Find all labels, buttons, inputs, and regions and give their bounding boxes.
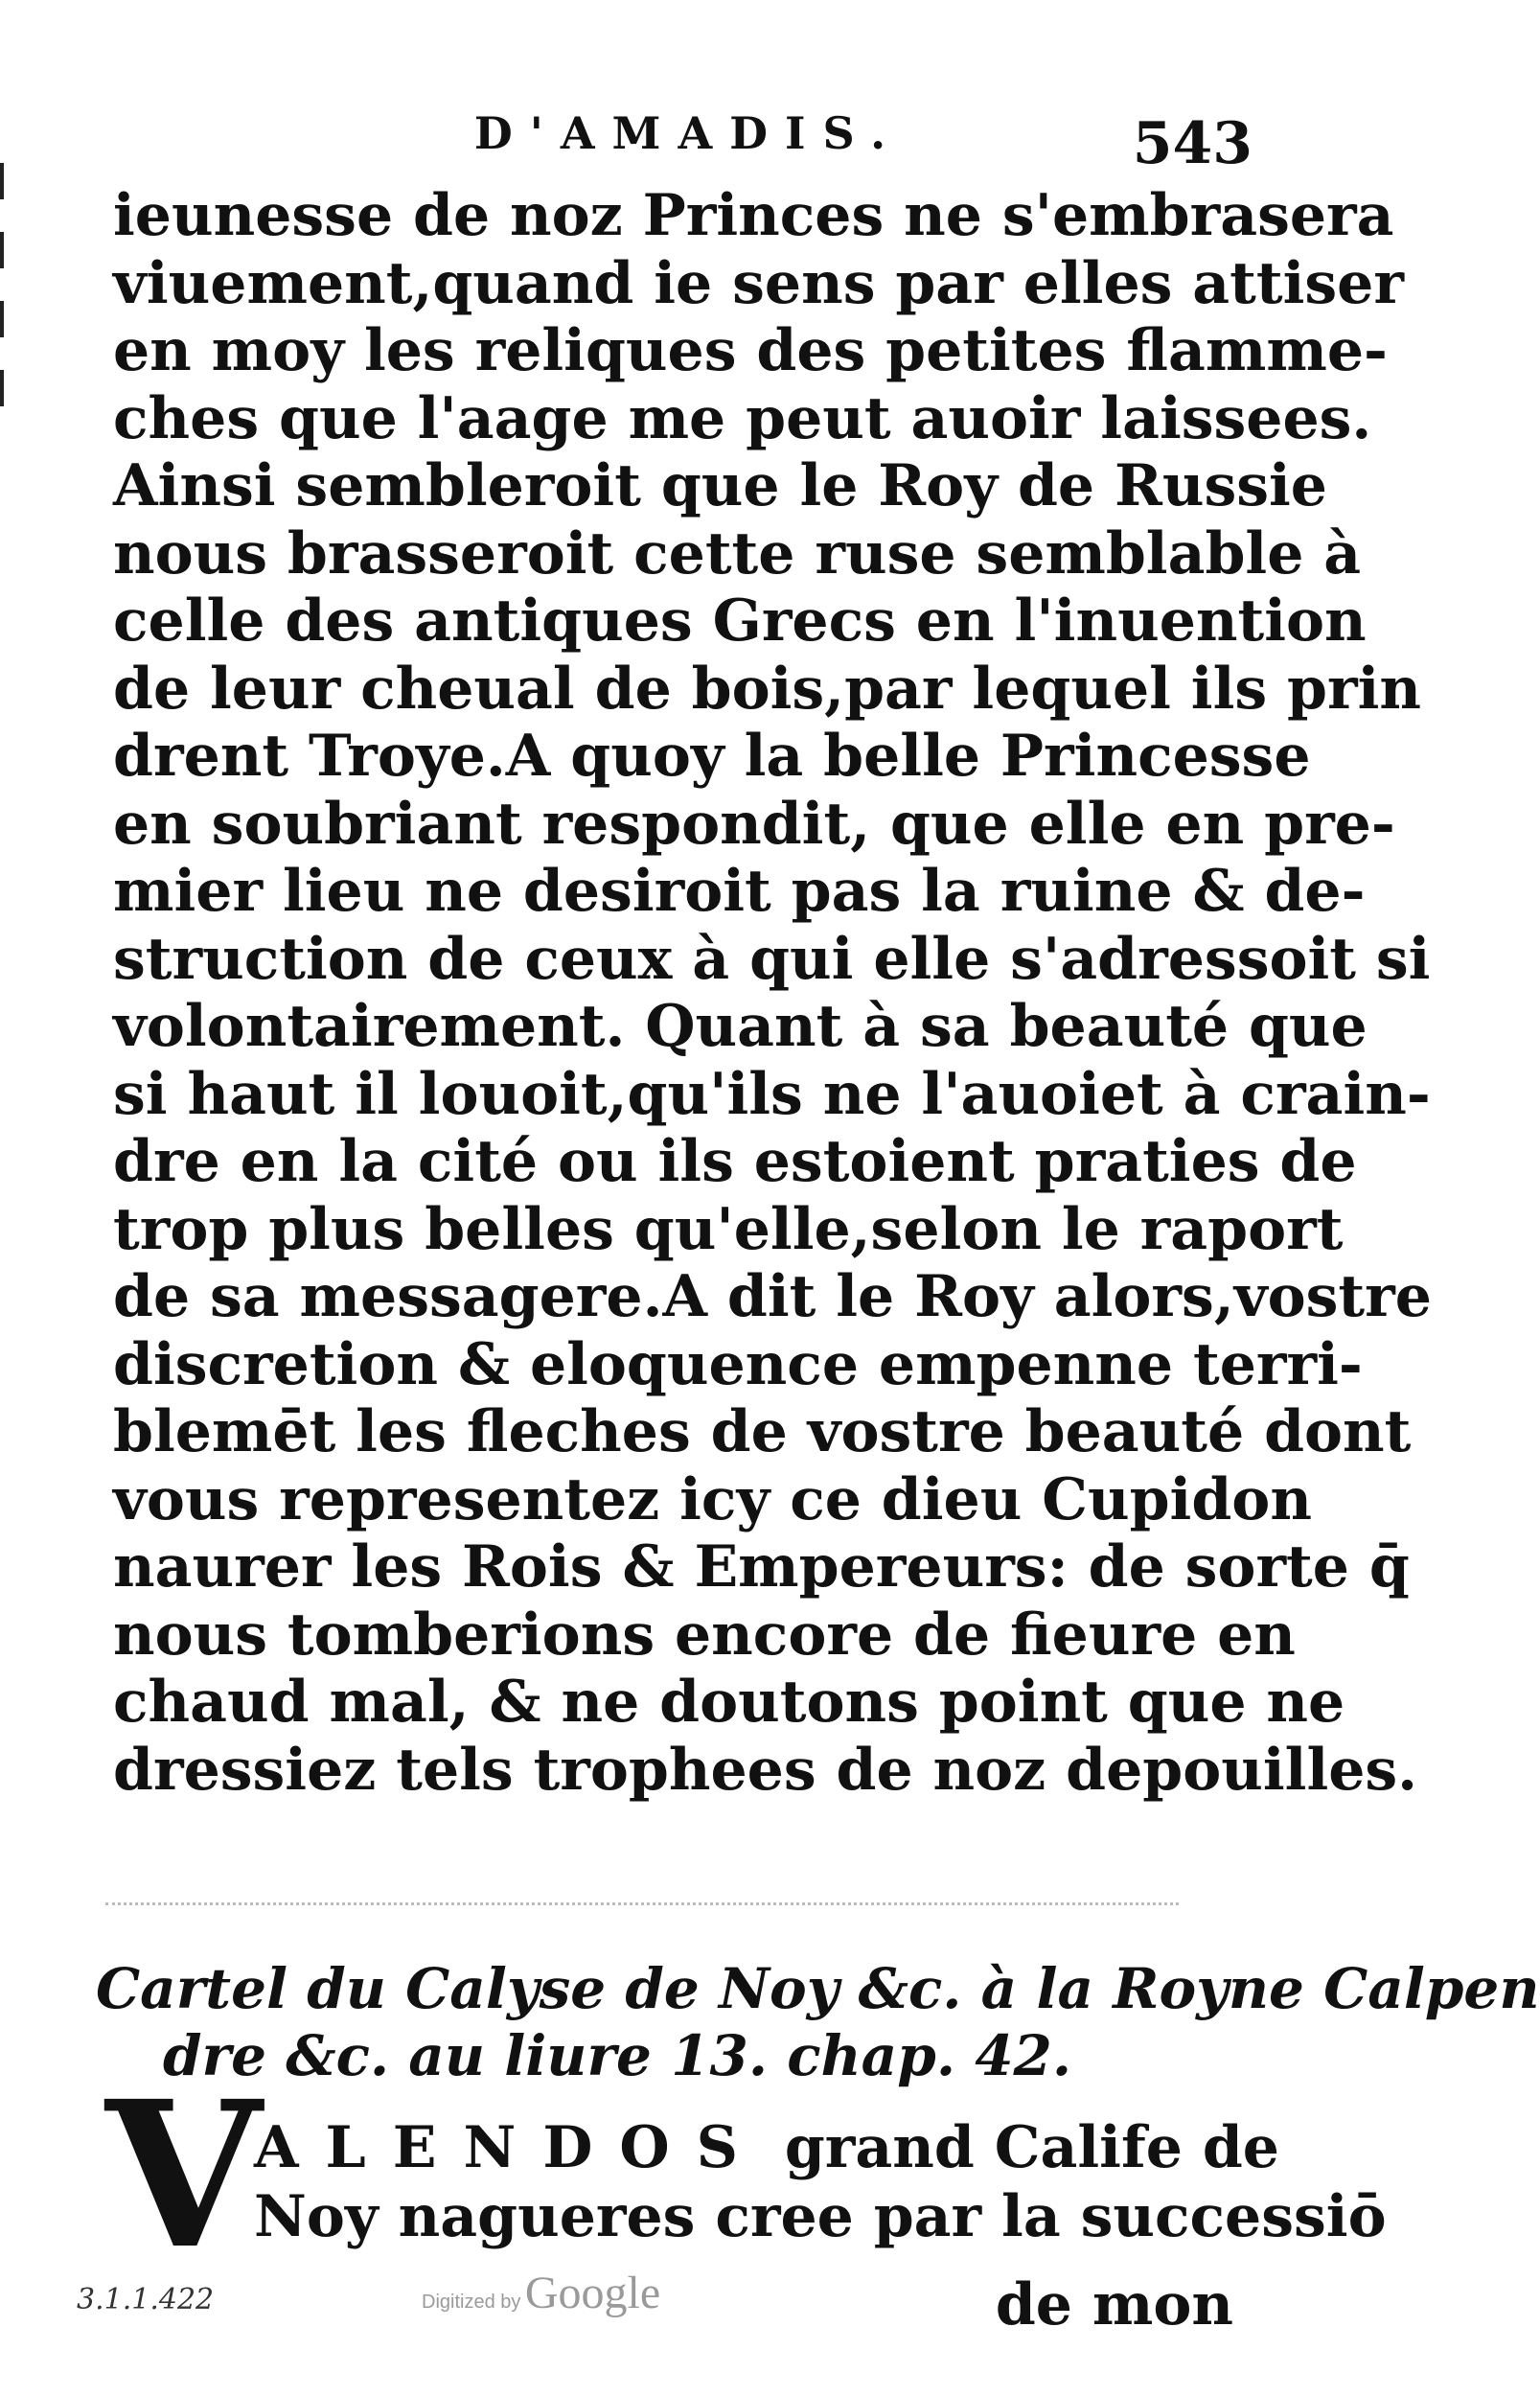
text-line: vous representez icy ce dieu Cupidon [113,1465,1312,1533]
text-line: celle des antiques Grecs en l'inuention [113,587,1367,655]
text-line: struction de ceux à qui elle s'adressoit si [113,925,1431,993]
text-line: de sa messagere.A dit le Roy alors,vostre [113,1263,1432,1330]
text-line: discretion & eloquence empenne terri- [113,1330,1363,1398]
bleed-mark [0,301,4,337]
heading-line: Cartel du Calyse de Noy &c. à la Royne Calpen [96,1956,1540,2021]
bleed-mark [0,370,4,406]
google-logo: Google [524,2268,661,2318]
text-line: en soubriant respondit, que elle en pre- [113,790,1395,858]
text-line [254,2113,1279,2182]
text-line: Ainsi sembleroit que le Roy de Russie [113,452,1327,519]
bleed-mark [0,232,4,268]
text-line: Noy nagueres cree par la successiō [254,2183,1387,2250]
text-line: ieunesse de noz Princes ne s'embrasera [113,182,1394,249]
line-rest: grand Calife de [784,2114,1279,2181]
small-caps-word: ALENDOS [254,2114,765,2181]
library-stamp: 3.1.1.422 [77,2283,215,2316]
running-head: D'AMADIS. [473,107,904,159]
chapter-opening-text [254,2113,1387,2251]
text-line: nous tomberions encore de fieure en [113,1601,1296,1669]
section-heading [96,1955,1540,2089]
text-line: mier lieu ne desiroit pas la ruine & de- [113,858,1366,925]
watermark-prefix: Digitized by [422,2292,521,2313]
margin-bleed-marks [0,163,19,439]
body-text [113,182,1432,1804]
heading-line: dre &c. au liure 13. chap. 42. [163,2023,1072,2088]
digitization-watermark [422,2267,660,2319]
text-line: dre en la cité ou ils estoient praties de [113,1128,1357,1195]
text-line: si haut il louoit,qu'ils ne l'auoiet à crain- [113,1060,1431,1128]
drop-cap: V [105,2057,262,2293]
text-line: ches que l'aage me peut auoir laissees. [113,384,1372,452]
text-line: viuement,quand ie sens par elles attiser [113,249,1404,317]
text-line: en moy les reliques des petites flamme- [113,317,1388,384]
text-line: blemēt les fleches de vostre beauté dont [113,1398,1412,1465]
text-line: drent Troye.A quoy la belle Princesse [113,723,1311,790]
catchword: de mon [995,2271,1233,2338]
bleed-mark [0,163,4,199]
text-line: nous brasseroit cette ruse semblable à [113,519,1362,587]
text-line: trop plus belles qu'elle,selon le raport [113,1195,1344,1263]
page-number: 543 [1132,110,1253,177]
text-line: de leur cheual de bois,par lequel ils prin [113,655,1422,723]
text-line: chaud mal, & ne doutons point que ne [113,1669,1345,1736]
text-line: naurer les Rois & Empereurs: de sorte q̄ [113,1533,1410,1601]
print-speckle-divider [105,1902,1179,1911]
text-line: volontairement. Quant à sa beauté que [113,993,1368,1060]
text-line: dressiez tels trophees de noz depouilles. [113,1736,1418,1804]
